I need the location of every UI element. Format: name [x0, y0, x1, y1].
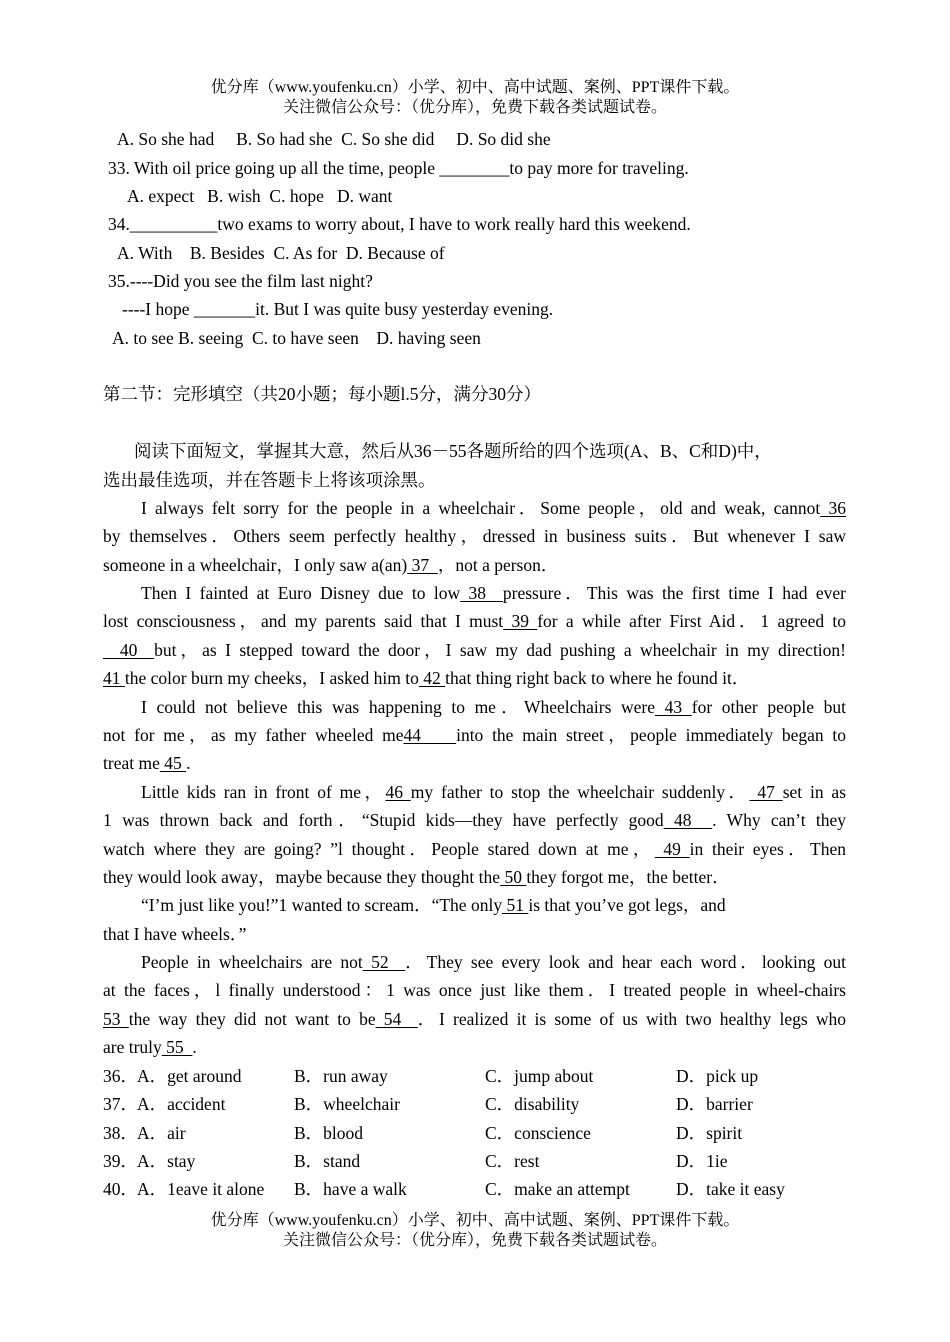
page-footer-line1: 优分库（www.youfenku.cn）小学、初中、高中试题、案例、PPT课件下载。: [210, 1212, 740, 1229]
passage-line: watch where they are going? ”l thought．People stared down at me， 49 in their eyes．Then: [103, 839, 847, 859]
passage-line: 40 but，as I stepped toward the door，I saw my dad pushing a wheelchair in my direction!: [103, 640, 846, 660]
passage-line: someone in a wheelchair，I only saw a(an) 37 ，not a person．: [103, 555, 559, 575]
option-num: 36．: [103, 1066, 138, 1086]
option-a: A．stay: [137, 1151, 196, 1171]
blank-53: 53: [103, 1009, 129, 1029]
passage-line: People in wheelchairs are not 52 ．They see every look and hear each word．looking out: [141, 952, 847, 972]
option-num: 38．: [103, 1123, 138, 1143]
q35-stem: 35.----Did you see the film last night?: [108, 271, 373, 291]
passage-line: not for me，as my father wheeled me44 into the main street，people immediately began to: [103, 725, 847, 745]
option-a: A．accident: [137, 1094, 226, 1114]
option-d: D．barrier: [676, 1094, 753, 1114]
blank-38: 38: [460, 583, 503, 603]
q33-options: A. expect B. wish C. hope D. want: [127, 186, 393, 206]
blank-43: 43: [655, 697, 692, 717]
blank-39: 39: [503, 611, 538, 631]
option-b: B．have a walk: [294, 1179, 407, 1199]
passage-line: at the faces，l finally understood：1 was once just like them．I treated people in wheel-chairs: [103, 980, 846, 1000]
page-footer-line2: 关注微信公众号：（优分库），免费下载各类试题试卷。: [282, 1232, 667, 1249]
blank-40: 40: [103, 640, 155, 660]
passage-line: are truly 55 .: [103, 1037, 197, 1057]
option-b: B．stand: [294, 1151, 361, 1171]
blank-49: 49: [654, 839, 690, 859]
option-a: A．air: [137, 1123, 186, 1143]
option-c: C．rest: [485, 1151, 540, 1171]
option-c: C．conscience: [485, 1123, 591, 1143]
option-d: D．spirit: [676, 1123, 743, 1143]
blank-50: 50: [500, 867, 527, 887]
option-d: D．take it easy: [676, 1179, 785, 1199]
blank-44: 44: [403, 725, 457, 745]
passage-line: treat me 45 .: [103, 753, 191, 773]
option-a: A．1eave it alone: [137, 1179, 265, 1199]
passage-line: they would look away，maybe because they thought the 50 they forgot me，the better．: [103, 867, 730, 887]
q34-options: A. With B. Besides C. As for D. Because of: [117, 243, 445, 263]
option-b: B．wheelchair: [294, 1094, 400, 1114]
q35-options: A. to see B. seeing C. to have seen D. having seen: [112, 328, 481, 348]
passage-line: that I have wheels．”: [103, 924, 247, 944]
option-num: 40．: [103, 1179, 138, 1199]
passage-line: “I’m just like you!”1 wanted to scream．“The only 51 is that you’ve got legs，and: [141, 895, 726, 915]
blank-41: 41: [103, 668, 125, 688]
option-c: C．make an attempt: [485, 1179, 630, 1199]
q35-reply: ----I hope _______it. But I was quite busy yesterday evening.: [122, 299, 554, 319]
q34-stem: 34.__________two exams to worry about, I have to work really hard this weekend.: [108, 214, 691, 234]
blank-52: 52: [362, 952, 406, 972]
passage-line: by themselves．Others seem perfectly healthy，dressed in business suits．But whenever I saw: [103, 526, 846, 546]
passage-line: 41 the color burn my cheeks，I asked him to 42 that thing right back to where he found it．: [103, 668, 750, 688]
blank-47: 47: [749, 782, 783, 802]
blank-36: 36: [820, 498, 846, 518]
blank-45: 45: [159, 753, 187, 773]
q33-stem: 33. With oil price going up all the time, people ________to pay more for traveling.: [108, 158, 689, 178]
section-instruction-2: 选出最佳选项，并在答题卡上将该项涂黑。: [103, 470, 436, 490]
option-d: D．pick up: [676, 1066, 759, 1086]
option-c: C．jump about: [485, 1066, 594, 1086]
section-instruction-1: 阅读下面短文，掌握其大意，然后从36－55各题所给的四个选项(A、B、C和D)中，: [134, 441, 772, 461]
option-num: 37．: [103, 1094, 138, 1114]
blank-48: 48: [663, 810, 713, 830]
section-title: 第二节：完形填空（共20小题；每小题l.5分，满分30分）: [103, 384, 541, 404]
blank-37: 37: [407, 555, 438, 575]
page-header-line1: 优分库（www.youfenku.cn）小学、初中、高中试题、案例、PPT课件下载。: [210, 79, 740, 96]
passage-line: Then I fainted at Euro Disney due to low 38 pressure．This was the first time I had ever: [141, 583, 846, 603]
option-b: B．blood: [294, 1123, 364, 1143]
passage-line: Little kids ran in front of me，46 my father to stop the wheelchair suddenly． 47 set in as: [141, 782, 847, 802]
option-c: C．disability: [485, 1094, 580, 1114]
passage-line: 1 was thrown back and forth．“Stupid kids—they have perfectly good 48 . Why can’t they: [103, 810, 847, 830]
passage-line: I always felt sorry for the people in a wheelchair．Some people，old and weak, cannot 36: [141, 498, 846, 518]
blank-42: 42: [418, 668, 446, 688]
blank-51: 51: [502, 895, 529, 915]
blank-55: 55: [161, 1037, 193, 1057]
page-header-line2: 关注微信公众号：（优分库），免费下载各类试题试卷。: [282, 99, 667, 116]
option-num: 39．: [103, 1151, 138, 1171]
option-b: B．run away: [294, 1066, 388, 1086]
passage-line: I could not believe this was happening to me．Wheelchairs were 43 for other people but: [141, 697, 846, 717]
option-d: D．1ie: [676, 1151, 728, 1171]
passage-line: lost consciousness，and my parents said that I must 39 for a while after First Aid．1 agreed to: [103, 611, 846, 631]
passage-line: 53 the way they did not want to be 54 ．I realized it is some of us with two healthy legs who: [103, 1009, 847, 1029]
blank-46: 46: [385, 782, 411, 802]
option-a: A．get around: [137, 1066, 242, 1086]
blank-54: 54: [375, 1009, 418, 1029]
q32-options: A. So she had B. So had she C. So she did D. So did she: [117, 129, 551, 149]
